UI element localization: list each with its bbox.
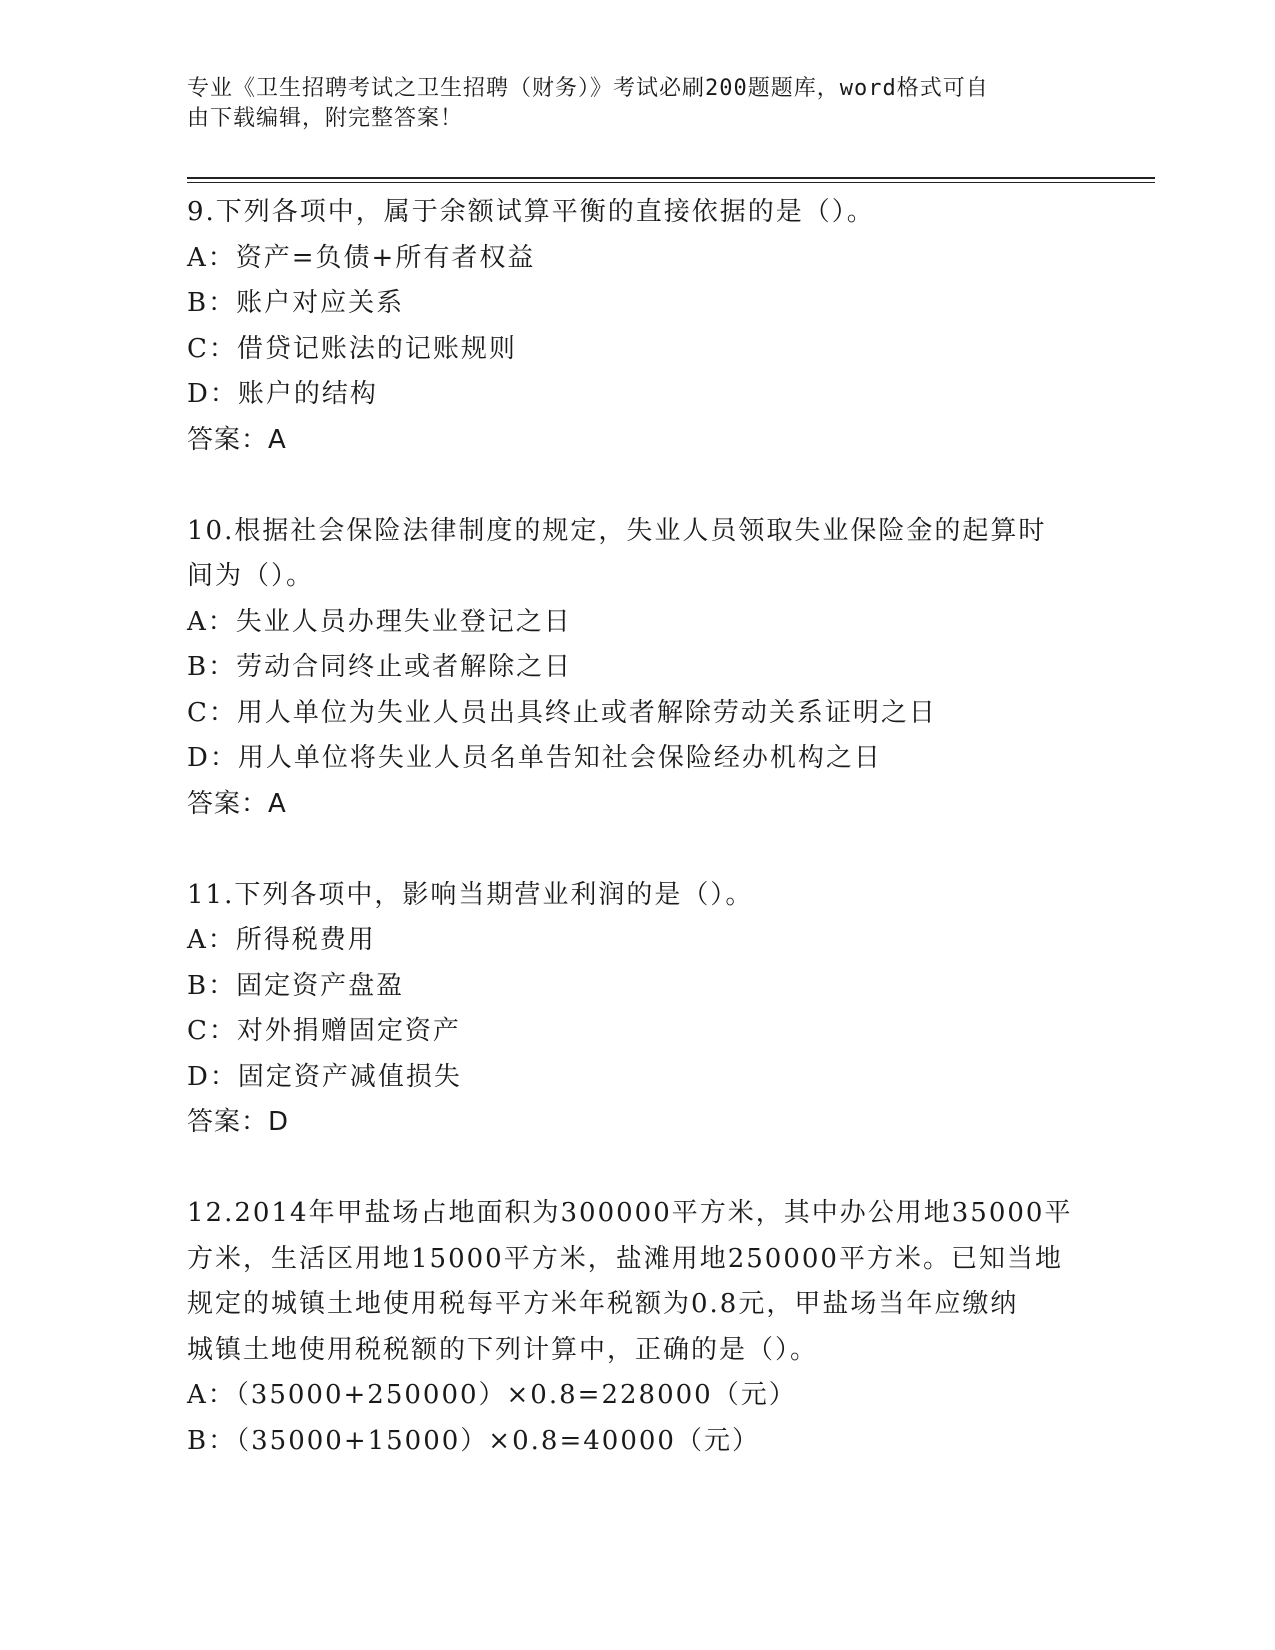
option-c: C：借贷记账法的记账规则 [187,333,517,364]
option-a: A：失业人员办理失业登记之日 [187,606,572,637]
question-stem: 11.下列各项中，影响当期营业利润的是（）。 [187,879,754,910]
header-divider-thick [187,177,1155,179]
option-d: D：用人单位将失业人员名单告知社会保险经办机构之日 [187,743,882,773]
option-b: B：账户对应关系 [187,288,405,318]
header-line-1: 专业《卫生招聘考试之卫生招聘（财务）》考试必刷200题题库，word格式可自 [187,76,989,101]
option-a: A：所得税费用 [187,925,376,955]
option-a: A：（35000+250000）×0.8=228000（元） [187,1380,797,1410]
question-stem: 城镇土地使用税税额的下列计算中，正确的是（）。 [187,1334,819,1365]
question-stem: 方米，生活区用地15000平方米，盐滩用地250000平方米。已知当地 [187,1243,1063,1274]
question-9 [187,190,1087,463]
question-stem: 9.下列各项中，属于余额试算平衡的直接依据的是（）。 [187,197,875,227]
spacer [187,827,1087,873]
question-list [187,190,1087,1464]
option-c: C：对外捐赠固定资产 [187,1016,461,1046]
question-stem: 10.根据社会保险法律制度的规定，失业人员领取失业保险金的起算时 [187,515,1047,546]
question-stem: 间为（）。 [187,561,315,591]
option-d: D：账户的结构 [187,379,378,409]
option-c: C：用人单位为失业人员出具终止或者解除劳动关系证明之日 [187,697,937,728]
answer: 答案：D [187,1107,290,1137]
option-b: B：（35000+15000）×0.8=40000（元） [187,1425,760,1456]
answer: 答案：A [187,424,287,455]
option-b: B：劳动合同终止或者解除之日 [187,652,573,682]
header-line-2: 由下载编辑，附完整答案！ [187,106,464,131]
document-header [187,74,1067,134]
question-12 [187,1191,1087,1464]
spacer [187,463,1087,509]
question-10 [187,509,1087,828]
header-divider-thin [187,182,1155,183]
option-a: A：资产=负债+所有者权益 [187,242,536,273]
option-b: B：固定资产盘盈 [187,970,405,1001]
question-11 [187,873,1087,1146]
question-stem: 规定的城镇土地使用税每平方米年税额为0.8元，甲盐场当年应缴纳 [187,1289,1019,1319]
question-stem: 12.2014年甲盐场占地面积为300000平方米，其中办公用地35000平 [187,1198,1073,1228]
spacer [187,1146,1087,1192]
option-d: D：固定资产减值损失 [187,1061,462,1092]
answer: 答案：A [187,788,287,819]
